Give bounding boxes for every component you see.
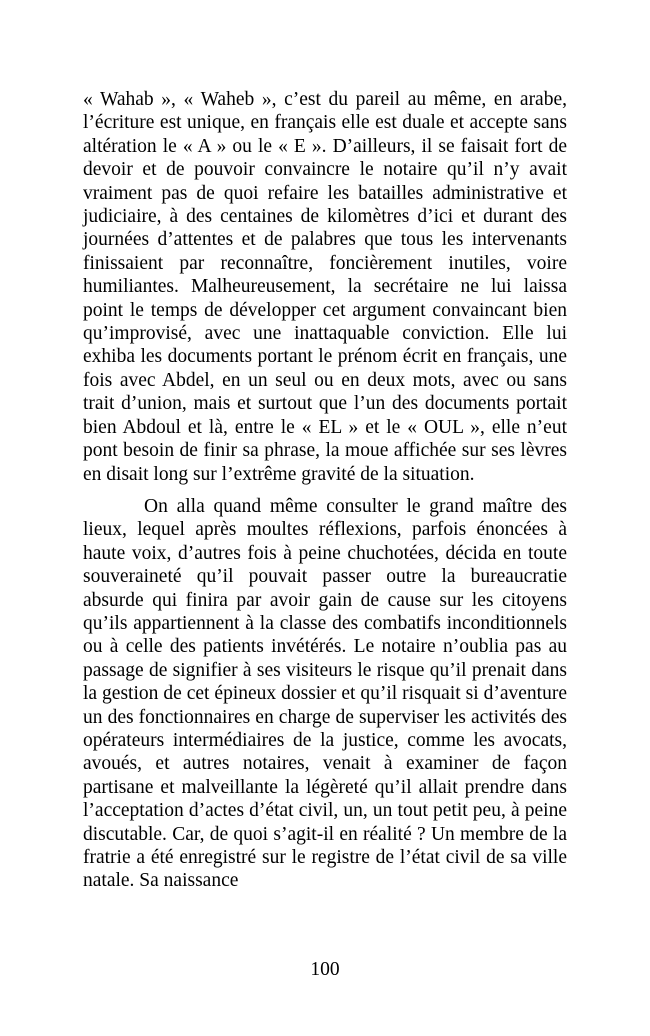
page-number: 100 [310,959,340,980]
paragraph-2: On alla quand même consulter le grand maître des lieux, lequel après moultes réflexions, parfois énoncées à haute voix, d’autres fois à peine chuchotées, décida en toute souveraineté qu’il pouvait passer outre la bureaucratie absurde qui finira par avoir gain de cause sur les citoyens qu’ils appartiennent à la classe des combatifs inconditionnels ou à celle des patients invétérés. Le notaire n’oublia pas au passage de signifier à ses visiteurs le risque qu’il prenait dans la gestion de cet épineux dossier et qu’il risquait si d’aventure un des fonctionnaires en charge de superviser les activités des opérateurs intermédiaires de la justice, comme les avocats, avoués, et autres notaires, venait à examiner de façon partisane et malveillante la légèreté qu’il allait prendre dans l’acceptation d’actes d’état civil, un, un tout petit peu, à peine discutable. Car, de quoi s’agit-il en réalité ? Un membre de la fratrie a été enregistré sur le registre de l’état civil de sa ville natale. Sa naissance [83,495,567,892]
page-body [83,88,567,893]
paragraph-1: « Wahab », « Waheb », c’est du pareil au même, en arabe, l’écriture est unique, en français elle est duale et accepte sans altération le « A » ou le « E ». D’ailleurs, il se faisait fort de devoir et de pouvoir convaincre le notaire qu’il n’y avait vraiment pas de quoi refaire les batailles administrative et judiciaire, à des centaines de kilomètres d’ici et durant des journées d’attentes et de palabres que tous les intervenants finissaient par reconnaître, foncièrement inutiles, voire humiliantes. Malheureusement, la secrétaire ne lui laissa point le temps de développer cet argument convaincant bien qu’improvisé, avec une inattaquable conviction. Elle lui exhiba les documents portant le prénom écrit en français, une fois avec Abdel, en un seul ou en deux mots, avec ou sans trait d’union, mais et surtout que l’un des documents portait bien Abdoul et là, entre le « EL » et le « OUL », elle n’eut pont besoin de finir sa phrase, la moue affichée sur ses lèvres en disait long sur l’extrême gravité de la situation. [83,89,567,485]
